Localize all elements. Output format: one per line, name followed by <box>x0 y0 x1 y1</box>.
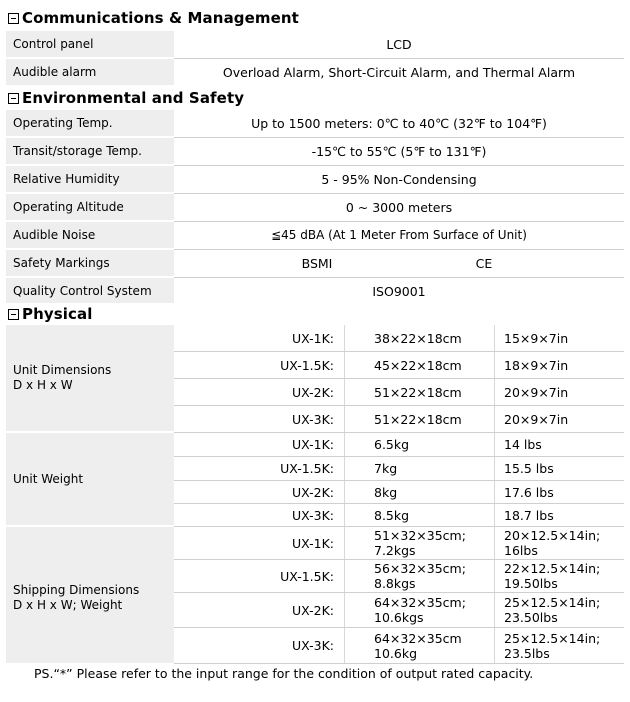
value-safety-ce: CE <box>475 255 493 271</box>
model-cell: UX-1K: <box>292 437 334 452</box>
imperial-cell: 14 lbs <box>504 437 542 452</box>
metric-line: 64×32×35cm <box>374 630 462 646</box>
model-cell: UX-2K: <box>292 384 334 400</box>
metric-line: 10.6kgs <box>374 610 424 625</box>
label-line: Shipping Dimensions <box>13 583 140 597</box>
metric-line: 56×32×35cm; <box>374 561 466 576</box>
imperial-cell: 20×9×7in <box>504 411 569 427</box>
metric-cell: 51×22×18cm <box>374 411 462 427</box>
metric-cell <box>374 527 494 559</box>
footnote: PS.“*” Please refer to the input range for the condition of output rated capacity. <box>34 666 534 681</box>
imperial-cell <box>504 527 624 559</box>
metric-cell <box>374 593 494 627</box>
label-safety-markings: Safety Markings <box>6 250 174 276</box>
imperial-cell: 18.7 lbs <box>504 507 554 523</box>
model-cell: UX-3K: <box>292 507 334 523</box>
imperial-cell <box>504 560 624 592</box>
imperial-cell <box>504 593 624 627</box>
imperial-line: 16lbs <box>504 543 538 558</box>
section-header-environmental[interactable] <box>6 87 624 109</box>
label-unit-dimensions-text <box>13 363 111 393</box>
value-safety-bsmi: BSMI <box>301 255 333 271</box>
label-line: D x H x W; Weight <box>13 598 123 612</box>
imperial-cell: 18×9×7in <box>504 357 569 373</box>
metric-line: 10.6kg <box>374 645 418 661</box>
collapse-icon[interactable] <box>8 93 19 104</box>
metric-cell: 51×22×18cm <box>374 384 462 400</box>
label-operating-temp: Operating Temp. <box>6 110 174 136</box>
value-audible-noise: ≦45 dBA (At 1 Meter From Surface of Unit) <box>271 228 527 242</box>
metric-line: 51×32×35cm; <box>374 528 466 543</box>
metric-line: 8.8kgs <box>374 576 416 591</box>
metric-cell: 45×22×18cm <box>374 357 462 373</box>
value-quality-control: ISO9001 <box>372 283 426 299</box>
metric-cell: 7kg <box>374 461 398 476</box>
metric-cell: 6.5kg <box>374 437 410 452</box>
imperial-cell <box>504 628 624 663</box>
label-shipping-dimensions-text <box>13 583 139 613</box>
metric-cell <box>374 628 494 663</box>
collapse-icon[interactable] <box>8 13 19 24</box>
column-divider <box>494 325 495 663</box>
imperial-cell: 15×9×7in <box>504 330 569 346</box>
label-relative-humidity: Relative Humidity <box>6 166 174 192</box>
value-transit-temp: -15℃ to 55℃ (5℉ to 131℉) <box>311 143 487 159</box>
imperial-line: 20×12.5×14in; <box>504 528 601 543</box>
metric-cell: 8.5kg <box>374 507 410 523</box>
model-cell: UX-1.5K: <box>280 568 334 584</box>
model-cell: UX-2K: <box>292 602 334 618</box>
label-audible-alarm: Audible alarm <box>6 59 174 85</box>
label-line: D x H x W <box>13 378 73 392</box>
model-cell: UX-1K: <box>292 330 334 346</box>
value-operating-temp: Up to 1500 meters: 0℃ to 40℃ (32℉ to 104℉) <box>251 115 547 131</box>
value-control-panel: LCD <box>386 36 412 52</box>
model-cell: UX-1.5K: <box>280 357 334 373</box>
imperial-cell: 15.5 lbs <box>504 461 554 476</box>
collapse-icon[interactable] <box>8 309 19 320</box>
model-cell: UX-2K: <box>292 484 334 500</box>
imperial-line: 23.5lbs <box>504 645 550 661</box>
model-cell: UX-3K: <box>292 411 334 427</box>
label-operating-altitude: Operating Altitude <box>6 194 174 220</box>
model-cell: UX-3K: <box>292 638 334 653</box>
section-title: Environmental and Safety <box>22 89 245 107</box>
row-divider <box>174 663 624 664</box>
label-transit-temp: Transit/storage Temp. <box>6 138 174 164</box>
imperial-cell: 17.6 lbs <box>504 484 554 500</box>
metric-line: 64×32×35cm; <box>374 595 466 610</box>
label-audible-noise: Audible Noise <box>6 222 174 248</box>
imperial-line: 22×12.5×14in; <box>504 561 601 576</box>
label-quality-control: Quality Control System <box>6 278 174 304</box>
section-title: Communications & Management <box>22 9 299 27</box>
metric-cell: 8kg <box>374 484 398 500</box>
label-control-panel: Control panel <box>6 31 174 57</box>
model-cell: UX-1.5K: <box>280 461 334 476</box>
model-cell: UX-1K: <box>292 535 334 551</box>
imperial-line: 19.50lbs <box>504 576 558 591</box>
imperial-line: 23.50lbs <box>504 610 558 625</box>
section-title: Physical <box>22 305 93 323</box>
section-header-communications[interactable] <box>6 7 624 29</box>
imperial-line: 25×12.5×14in; <box>504 595 601 610</box>
value-relative-humidity: 5 - 95% Non-Condensing <box>321 171 477 187</box>
metric-line: 7.2kgs <box>374 543 416 558</box>
imperial-line: 25×12.5×14in; <box>504 630 601 646</box>
imperial-cell: 20×9×7in <box>504 384 569 400</box>
label-unit-dimensions <box>6 325 174 431</box>
value-audible-alarm: Overload Alarm, Short-Circuit Alarm, and Thermal Alarm <box>222 64 576 80</box>
metric-cell: 38×22×18cm <box>374 330 462 346</box>
label-unit-weight: Unit Weight <box>6 433 174 525</box>
section-header-physical[interactable] <box>6 303 624 325</box>
value-operating-altitude: 0 ~ 3000 meters <box>345 199 453 215</box>
metric-cell <box>374 560 494 592</box>
label-line: Unit Dimensions <box>13 363 112 377</box>
column-divider <box>344 325 345 663</box>
label-shipping-dimensions <box>6 527 174 663</box>
